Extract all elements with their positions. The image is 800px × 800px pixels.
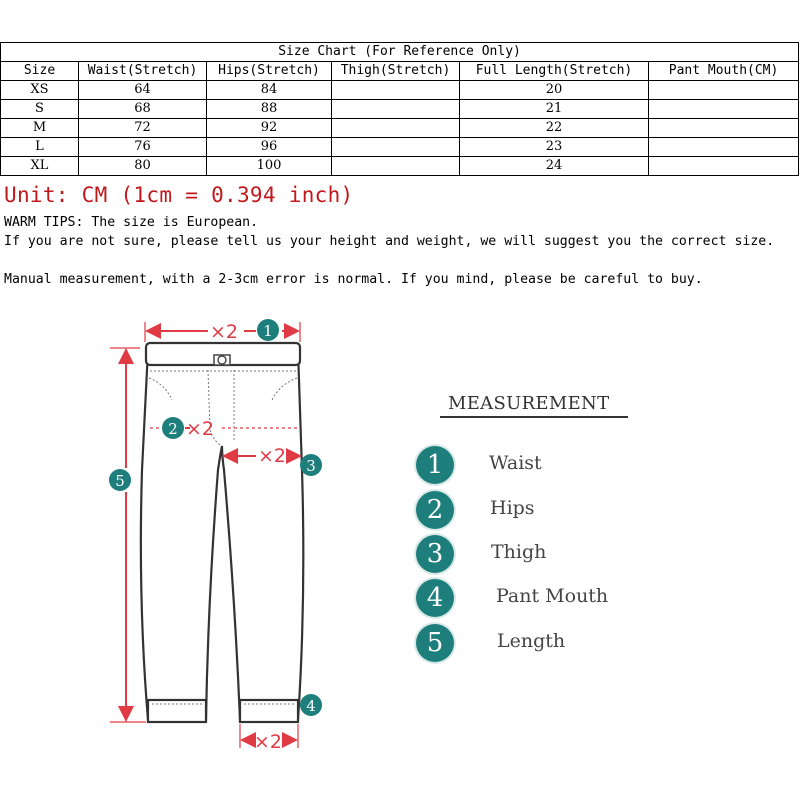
jeans-button (218, 356, 226, 364)
manual-measure-tip: Manual measurement, with a 2-3cm error is normal. If you mind, please be careful to buy. (4, 272, 703, 287)
diagram-marker-4 (300, 694, 322, 716)
legend-number: 1 (416, 446, 454, 484)
cell-size: XL (1, 157, 79, 176)
cell-thigh (332, 119, 460, 138)
cell-thigh (332, 157, 460, 176)
cell-hips: 100 (207, 157, 332, 176)
cell-full-length: 24 (460, 157, 649, 176)
cell-size: L (1, 138, 79, 157)
svg-text:5: 5 (115, 472, 125, 490)
cell-pant-mouth (649, 138, 799, 157)
svg-text:2: 2 (168, 420, 178, 438)
cell-hips: 92 (207, 119, 332, 138)
unit-note: Unit: CM (1cm = 0.394 inch) (4, 183, 354, 207)
table-row (1, 119, 799, 138)
diagram-marker-2 (162, 417, 184, 439)
cell-thigh (332, 138, 460, 157)
cell-hips: 88 (207, 100, 332, 119)
table-header-row (1, 62, 799, 81)
cell-full-length: 22 (460, 119, 649, 138)
cell-size: M (1, 119, 79, 138)
cell-size: S (1, 100, 79, 119)
table-caption: Size Chart (For Reference Only) (1, 43, 799, 62)
svg-text:4: 4 (306, 697, 316, 715)
svg-text:1: 1 (263, 322, 273, 340)
cell-thigh (332, 100, 460, 119)
header-thigh: Thigh(Stretch) (332, 62, 460, 81)
size-chart-table (0, 42, 799, 176)
cell-size: XS (1, 81, 79, 100)
diagram-marker-5 (109, 469, 131, 491)
diagram-marker-1 (257, 319, 279, 341)
cell-full-length: 20 (460, 81, 649, 100)
table-caption-row (1, 43, 799, 62)
cell-full-length: 21 (460, 100, 649, 119)
cell-waist: 64 (79, 81, 207, 100)
jeans-outline (141, 343, 303, 722)
legend-label: Hips (490, 497, 535, 519)
measurement-title: MEASUREMENT (448, 393, 610, 414)
measurement-title-underline (440, 416, 628, 418)
pants-measurement-diagram (0, 310, 800, 800)
cell-pant-mouth (649, 100, 799, 119)
hips-multiplier: ×2 (186, 418, 215, 440)
cell-waist: 68 (79, 100, 207, 119)
header-pant-mouth: Pant Mouth(CM) (649, 62, 799, 81)
legend-label: Waist (489, 452, 542, 474)
thigh-multiplier: ×2 (258, 445, 287, 467)
svg-text:3: 3 (306, 457, 316, 475)
legend-number: 3 (416, 535, 454, 573)
legend-number: 4 (416, 579, 454, 617)
waist-multiplier: ×2 (210, 321, 239, 343)
cell-thigh (332, 81, 460, 100)
cell-waist: 76 (79, 138, 207, 157)
cell-pant-mouth (649, 119, 799, 138)
cell-pant-mouth (649, 81, 799, 100)
mouth-multiplier: ×2 (254, 731, 283, 753)
cell-hips: 84 (207, 81, 332, 100)
table-row (1, 81, 799, 100)
table-row (1, 100, 799, 119)
header-waist: Waist(Stretch) (79, 62, 207, 81)
legend-label: Pant Mouth (496, 585, 609, 607)
header-hips: Hips(Stretch) (207, 62, 332, 81)
cell-full-length: 23 (460, 138, 649, 157)
header-full-length: Full Length(Stretch) (460, 62, 649, 81)
diagram-marker-3 (300, 454, 322, 476)
legend-number: 2 (416, 491, 454, 529)
cell-hips: 96 (207, 138, 332, 157)
legend-label: Length (497, 630, 566, 652)
suggest-size-tip: If you are not sure, please tell us your height and weight, we will suggest you the correct size. (4, 234, 775, 249)
cell-waist: 80 (79, 157, 207, 176)
warm-tips: WARM TIPS: The size is European. (4, 215, 259, 230)
legend-number: 5 (416, 624, 454, 662)
header-size: Size (1, 62, 79, 81)
legend-label: Thigh (491, 541, 547, 563)
table-row (1, 157, 799, 176)
table-row (1, 138, 799, 157)
cell-waist: 72 (79, 119, 207, 138)
cell-pant-mouth (649, 157, 799, 176)
